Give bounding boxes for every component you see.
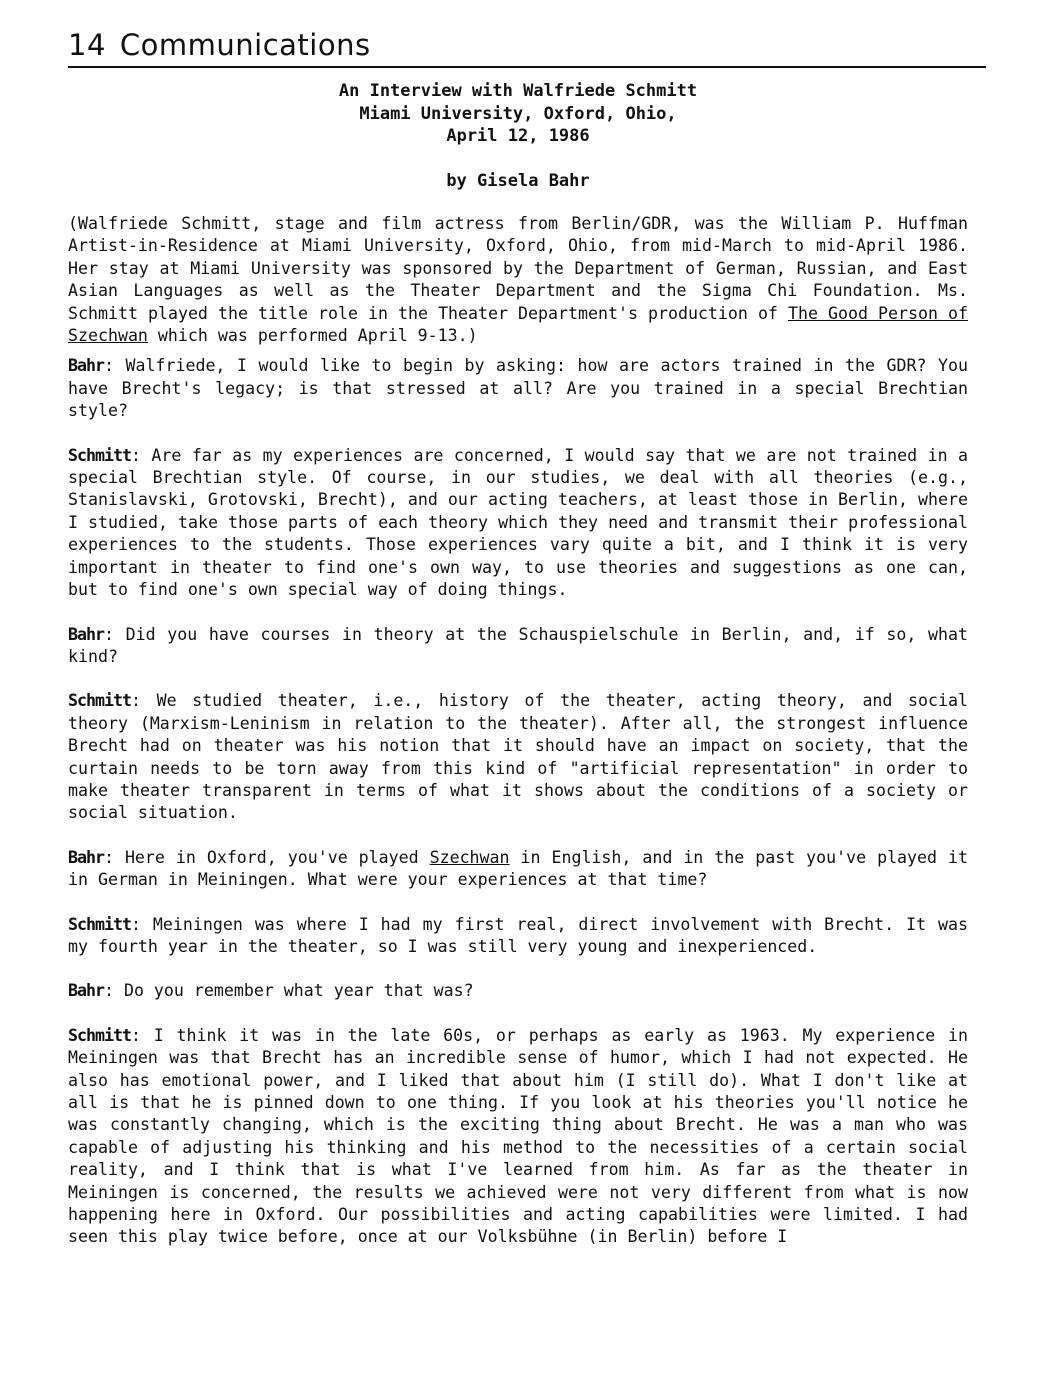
title-line-1: An Interview with Walfriede Schmitt xyxy=(338,81,698,101)
dialogue-text-before: Here in Oxford, you've played xyxy=(124,847,430,867)
separator: : xyxy=(130,1025,154,1045)
page-header xyxy=(68,28,968,62)
dialogue-text-after: in English, and in the past you've played it in German in Meiningen. What were your experiences at that time? xyxy=(68,847,968,890)
page-number: 14 xyxy=(68,28,106,62)
intro-text-2: which was performed April 9-13.) xyxy=(147,326,478,346)
play-title-short: Szechwan xyxy=(429,847,510,867)
title-line-2: Miami University, Oxford, Ohio, xyxy=(359,103,677,124)
dialogue-text: Are far as my experiences are concerned, I would say that we are not trained in a special Brechtian style. Of course, in our studies, we deal with all theories (e.g., Stanislavski, Grotovski, Brecht), and our acting teachers, at least those in Berlin, where I studied, take those parts of each theory which they need and transmit their professional experiences to the students. Those experiences vary quite a bit, and I think it is very important in theater to find one's own way, to use theories and suggestions as one can, but to find one's own special way of doing things. xyxy=(68,445,969,600)
intro-text-1: (Walfriede Schmitt, stage and film actress from Berlin/GDR, was the William P. Huffman Artist-in-Residence at Miami University, Oxford, Ohio, from mid-March to mid-April 1986. Her stay at Miami University was sponsored by the Department of German, Russian, and East Asian Languages as well as the Theater Department and the Sigma Chi Foundation. Ms. Schmitt played the title role in the Theater Department's production of xyxy=(68,214,968,323)
dialogue-text: Walfriede, I would like to begin by asking: how are actors trained in the GDR? You have Brecht's legacy; is that stressed at all? Are you trained in a special Brechtian style? xyxy=(68,356,969,421)
dialogue-turn-5 xyxy=(68,847,968,892)
speaker-label: Bahr xyxy=(68,981,104,1001)
dialogue-turn-2 xyxy=(68,445,968,602)
speaker-label: Bahr xyxy=(68,624,104,644)
speaker-label: Schmitt xyxy=(68,914,131,934)
separator: : xyxy=(130,691,157,711)
separator: : xyxy=(103,981,124,1001)
byline: by Gisela Bahr xyxy=(446,170,590,191)
speaker-label: Schmitt xyxy=(68,691,131,711)
dialogue-turn-3 xyxy=(68,624,968,669)
separator: : xyxy=(103,847,125,867)
separator: : xyxy=(130,914,153,934)
speaker-label: Bahr xyxy=(68,847,104,867)
header-rule xyxy=(68,66,986,68)
play-title: The Good Person of Szechwan xyxy=(68,303,968,346)
separator: : xyxy=(130,445,152,465)
section-title: Communications xyxy=(119,28,371,62)
speaker-label: Bahr xyxy=(68,356,104,376)
dialogue-turn-6 xyxy=(68,914,968,959)
intro-paragraph xyxy=(68,213,968,347)
document-page xyxy=(68,28,968,1249)
dialogue-turn-8 xyxy=(68,1025,968,1249)
speaker-label: Schmitt xyxy=(68,445,131,465)
dialogue-turn-7 xyxy=(68,980,968,1002)
speaker-label: Schmitt xyxy=(68,1025,131,1045)
dialogue-text: Meiningen was where I had my first real, direct involvement with Brecht. It was my fourth year in the theater, so I was still very young and inexperienced. xyxy=(68,914,969,956)
separator: : xyxy=(103,624,126,644)
title-line-3: April 12, 1986 xyxy=(446,126,590,146)
separator: : xyxy=(103,356,126,376)
dialogue-text: Do you remember what year that was? xyxy=(123,981,474,1001)
article-title xyxy=(68,80,968,148)
dialogue-turn-1 xyxy=(68,355,968,422)
dialogue-turn-4 xyxy=(68,690,968,824)
dialogue-text: I think it was in the late 60s, or perhaps as early as 1963. My experience in Meiningen was that Brecht has an incredible sense of humor, which I had not expected. He also has emotional power, and I liked that about him (I still do). What I don't like at all is that he is pinned down to one thing. If you look at his theories you'll notice he was constantly changing, which is the exciting thing about Brecht. He was a man who was capable of adjusting his thinking and his method to the necessities of a certain social reality, and I think that is what I've learned from him. As far as the theater in Meiningen is concerned, the results we achieved were not very different from what is now happening here in Oxford. Our possibilities and acting capabilities were limited. I had seen this play twice before, once at our Volksbühne (in Berlin) before I xyxy=(68,1025,968,1247)
dialogue-text: Did you have courses in theory at the Schauspielschule in Berlin, and, if so, what kind? xyxy=(68,624,968,666)
dialogue-text: We studied theater, i.e., history of the theater, acting theory, and social theory (Marxism-Leninism in relation to the theater). After all, the strongest influence Brecht had on theater was his notion that it should have an impact on society, that the curtain needs to be torn away from this kind of "artificial representation" in order to make theater transparent in terms of what it shows about the conditions of a society or social situation. xyxy=(68,691,968,823)
